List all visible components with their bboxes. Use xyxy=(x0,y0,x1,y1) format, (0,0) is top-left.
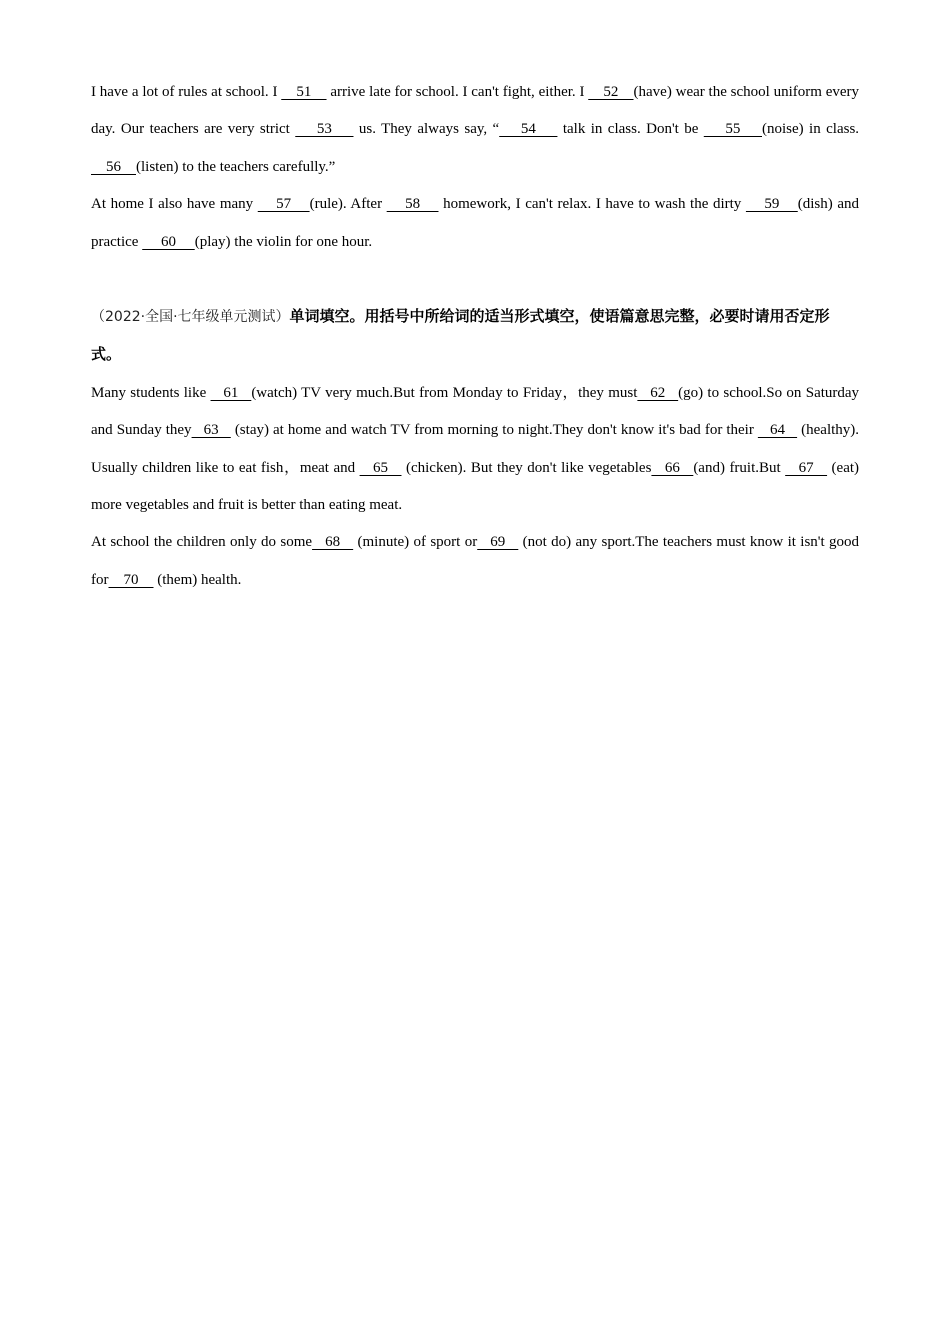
passage-text: (rule). After xyxy=(309,196,387,213)
passage-text: (eat) more vegetables and fruit is better than eating meat. xyxy=(91,459,860,514)
answer-blank: 70 xyxy=(108,571,154,588)
passage-text: Many students like xyxy=(91,384,211,401)
passage-text: (them) health. xyxy=(153,571,242,588)
exercise-instruction: 单词填空。用括号中所给词的适当形式填空，使语篇意思完整，必要时请用否定形式。 xyxy=(91,307,830,364)
answer-blank: 58 xyxy=(386,196,439,213)
passage-text: (have) wear the school uniform every day. Our teachers are very strict xyxy=(91,84,860,138)
answer-blank: 68 xyxy=(312,534,354,551)
answer-blank: 51 xyxy=(281,84,327,100)
exercise-heading xyxy=(91,298,859,375)
passage-text: (noise) in class. xyxy=(762,121,860,138)
passage-text: At school the children only do some xyxy=(91,534,313,551)
passage-text: (and) fruit.But xyxy=(693,459,786,476)
passage-text: (not do) any sport.The teachers must know it isn't good for xyxy=(91,534,860,588)
answer-blank: 52 xyxy=(588,84,634,100)
paragraph xyxy=(91,375,859,525)
passage-text: At home I also have many xyxy=(91,196,258,213)
answer-blank: 61 xyxy=(210,384,252,401)
answer-blank: 56 xyxy=(91,158,136,175)
passage-text: (minute) of sport or xyxy=(353,534,478,551)
passage-text: (chicken). But they don't like vegetables xyxy=(401,459,652,476)
answer-blank: 54 xyxy=(499,121,558,138)
passage-text: (healthy). Usually children like to eat fish，meat and xyxy=(91,422,860,476)
answer-blank: 53 xyxy=(295,121,354,138)
answer-blank: 64 xyxy=(757,422,798,439)
passage-text: (watch) TV very much.But from Monday to Friday，they must xyxy=(251,384,638,401)
passage-health xyxy=(91,375,859,599)
passage-rules xyxy=(91,74,859,261)
passage-text: (dish) and practice xyxy=(91,196,860,250)
paragraph xyxy=(91,74,859,186)
answer-blank: 62 xyxy=(637,384,679,401)
paragraph xyxy=(91,186,859,261)
passage-text: arrive late for school. I can't fight, either. I xyxy=(326,84,589,100)
answer-blank: 60 xyxy=(142,233,195,250)
paragraph xyxy=(91,524,859,599)
answer-blank: 55 xyxy=(703,121,762,138)
answer-blank: 63 xyxy=(191,422,231,439)
passage-text: (stay) at home and watch TV from morning to night.They don't know it's bad for their xyxy=(230,422,758,439)
exercise-source: （2022·全国·七年级单元测试） xyxy=(91,309,290,326)
passage-text: (play) the violin for one hour. xyxy=(194,233,373,250)
passage-text: us. They always say, “ xyxy=(353,121,500,138)
answer-blank: 67 xyxy=(785,459,828,476)
passage-text: homework, I can't relax. I have to wash the dirty xyxy=(438,196,746,213)
section-gap xyxy=(91,261,859,298)
answer-blank: 69 xyxy=(477,534,519,551)
document-page xyxy=(91,74,859,599)
passage-text: (listen) to the teachers carefully.” xyxy=(136,158,336,175)
answer-blank: 59 xyxy=(745,196,798,213)
answer-blank: 57 xyxy=(257,196,310,213)
passage-text: (go) to school.So on Saturday and Sunday they xyxy=(91,384,860,439)
answer-blank: 66 xyxy=(651,459,694,476)
answer-blank: 65 xyxy=(359,459,402,476)
passage-text: I have a lot of rules at school. I xyxy=(91,84,282,100)
passage-text: talk in class. Don't be xyxy=(557,121,704,138)
